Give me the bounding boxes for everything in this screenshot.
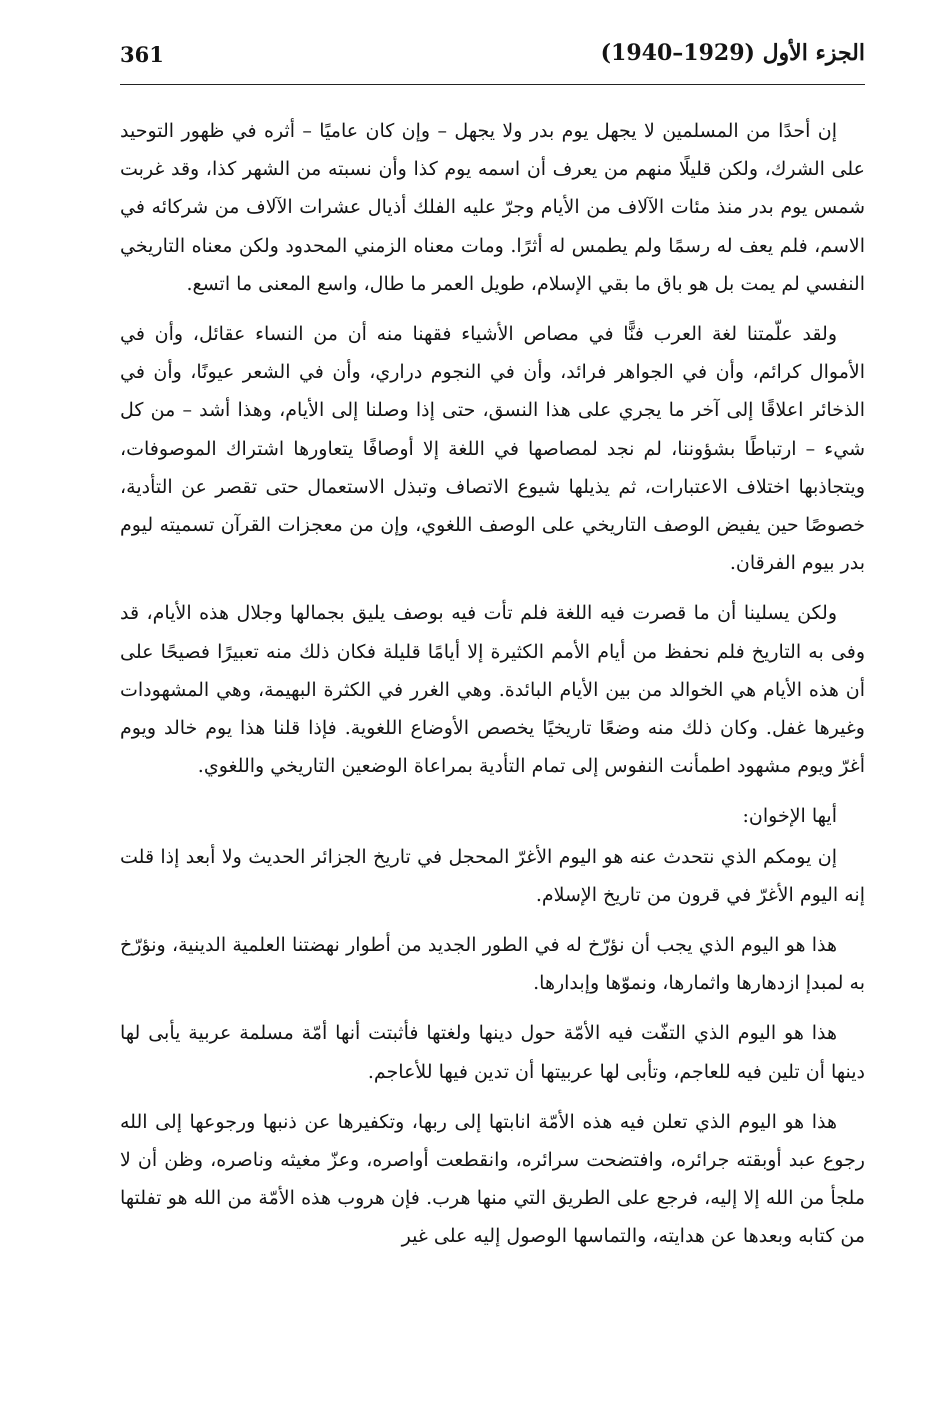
paragraph-3: ولكن يسلينا أن ما قصرت فيه اللغة فلم تأت فيه بوصف يليق بجمالها وجلال هذه الأيام، قد وفى به التاريخ فلم نحفظ من أيام الأمم الكثيرة إلا أيامًا قليلة فكان ذلك منه تعبيرًا فصيحًا على أن هذه الأيام هي الخوالد من بين الأيام البائدة. وهي الغرر في الكثرة البهيمة، وهي المشهودات وغيرها غفل. وكان ذلك منه وضعًا تاريخيًا يخصص الأوضاع اللغوية. فإذا قلنا هذا يوم خالد ويوم أغرّ ويوم مشهود اطمأنت النفوس إلى تمام التأدية بمراعاة الوضعين التاريخي واللغوي. (120, 602, 865, 778)
paragraph-2: ولقد علّمتنا لغة العرب فنًّا في مصاص الأشياء فقهنا منه أن من النساء عقائل، وأن في الأموال كرائم، وأن في الجواهر فرائد، وأن في النجوم دراري، وأن في الشعر عيونًا، وأن في الذخائر اعلاقًا إلى آخر ما يجري على هذا النسق، حتى إذا وصلنا إلى الأيام، وهذا أشد – من كل شيء – ارتباطًا بشؤوننا، لم نجد لمصاصها في اللغة إلا أوصافًا يتعاورها اشتراك الموصوفات، ويتجاذبها اختلاف الاعتبارات، ثم يذيلها شيوع الاتصاف وتبذل الاستعمال حتى تقصر عن التأدية، خصوصًا حين يفيض الوصف التاريخي على الوصف اللغوي، وإن من معجزات القرآن تسميته ليوم بدر بيوم الفرقان. (120, 323, 865, 575)
body-text (120, 112, 865, 1262)
paragraph-5: هذا هو اليوم الذي يجب أن نؤرّخ له في الطور الجديد من أطوار نهضتنا العلمية الدينية، ونؤرّخ به لمبدإ ازدهارها واثمارها، ونموّها وإبدارها. (120, 934, 865, 995)
page-header (120, 38, 865, 78)
paragraph-4: إن يومكم الذي نتحدث عنه هو اليوم الأغرّ المحجل في تاريخ الجزائر الحديث ولا أبعد إذا قلت إنه اليوم الأغرّ في قرون من تاريخ الإسلام. (120, 845, 865, 906)
paragraph-1: إن أحدًا من المسلمين لا يجهل يوم بدر ولا يجهل – وإن كان عاميًا – أثره في ظهور التوحيد على الشرك، ولكن قليلًا منهم من يعرف أن اسمه يوم كذا وأن نسبته من الشهر كذا، وقد غربت شمس يوم بدر منذ مئات الآلاف من الأيام وجرّ عليه الفلك أذيال عشرات الآلاف من شركائه في الاسم، فلم يعف له رسمًا ولم يطمس له أثرًا. ومات معناه الزمني المحدود ولكن معناه التاريخي النفسي لم يمت بل هو باق ما بقي الإسلام، طويل العمر ما طال، واسع المعنى ما اتسع. (120, 120, 865, 295)
header-rule (120, 84, 865, 85)
paragraph-6: هذا هو اليوم الذي التفّت فيه الأمّة حول دينها ولغتها فأثبتت أنها أمّة مسلمة عربية يأبى لها دينها أن تلين فيه للعاجم، وتأبى لها عربيتها أن تدين فيها للأعاجم. (120, 1022, 865, 1083)
running-head: الجزء الأول (1929–1940) (600, 40, 865, 66)
paragraph-7: هذا هو اليوم الذي تعلن فيه هذه الأمّة انابتها إلى ربها، وتكفيرها عن ذنبها ورجوعها إلى الله رجوع عبد أوبقته جرائره، وافتضحت سرائره، وانقطعت أواصره، وعزّ مغيثه وناصره، وظن أن لا ملجأ من الله إلا إليه، فرجع على الطريق التي منها هرب. فإن هروب هذه الأمّة من الله هو تفلتها من كتابه وبعدها عن هدايته، والتماسها الوصول إليه على غير (120, 1110, 865, 1248)
address-line: أيها الإخوان: (742, 805, 837, 828)
page-number: 361 (120, 42, 164, 67)
